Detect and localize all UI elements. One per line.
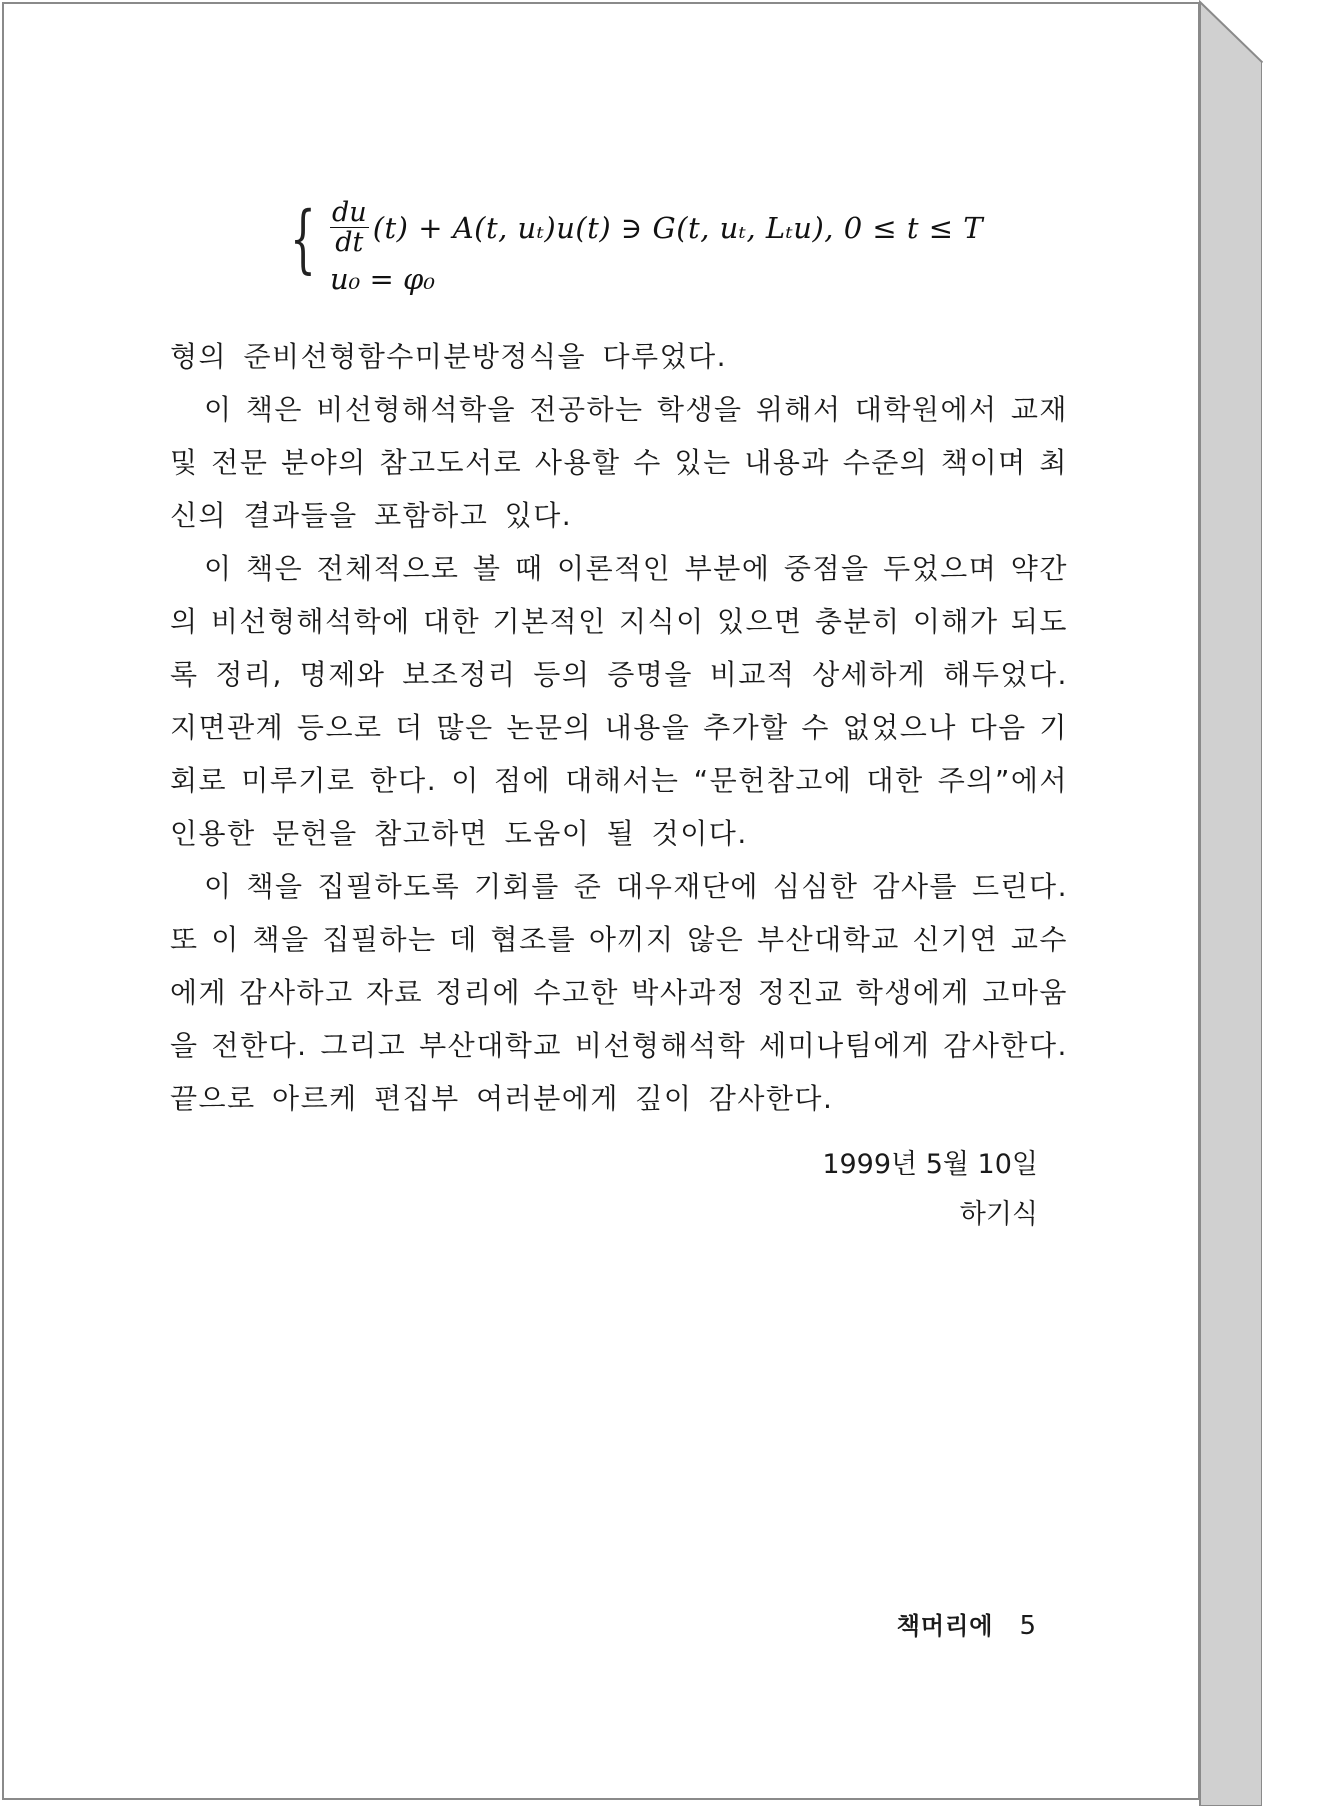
- text-line: 지면관계 등으로 더 많은 논문의 내용을 추가할 수 없었으나 다음 기: [170, 711, 1068, 744]
- signature-author: 하기식: [959, 1199, 1038, 1230]
- signature-block: [822, 1140, 1038, 1240]
- text-line: 이 책은 비선형해석학을 전공하는 학생을 위해서 대학원에서 교재: [204, 393, 1068, 426]
- text-line: 인용한 문헌을 참고하면 도움이 될 것이다.: [170, 817, 748, 850]
- text-line: 형의 준비선형함수미분방정식을 다루었다.: [170, 340, 728, 373]
- equation-line-2: u₀ = φ₀: [330, 262, 435, 296]
- equation-line-1-rest: (t) + A(t, uₜ)u(t) ∋ G(t, uₜ, Lₜu), 0 ≤ t ≤ T: [372, 211, 984, 245]
- text-line: 회로 미루기로 한다. 이 점에 대해서는 “문헌참고에 대한 주의”에서: [170, 764, 1068, 797]
- equation-fraction: [330, 196, 369, 258]
- footer-section-title: 책머리에: [896, 1612, 994, 1640]
- page-number: 5: [1019, 1611, 1037, 1641]
- differential-equation: [290, 196, 990, 296]
- text-line: 및 전문 분야의 참고도서로 사용할 수 있는 내용과 수준의 책이며 최: [170, 446, 1068, 479]
- text-line: 에게 감사하고 자료 정리에 수고한 박사과정 정진교 학생에게 고마움: [170, 976, 1068, 1009]
- text-line: 이 책은 전체적으로 볼 때 이론적인 부분에 중점을 두었으며 약간: [204, 552, 1068, 585]
- text-line: 의 비선형해석학에 대한 기본적인 지식이 있으면 충분히 이해가 되도: [170, 605, 1068, 638]
- preface-body: [170, 330, 1068, 1125]
- fraction-numerator: du: [332, 196, 367, 228]
- equation-brace: {: [290, 196, 316, 282]
- text-line: 을 전한다. 그리고 부산대학교 비선형해석학 세미나팀에게 감사한다.: [170, 1029, 1068, 1062]
- text-line: 또 이 책을 집필하는 데 협조를 아끼지 않은 부산대학교 신기연 교수: [170, 923, 1068, 956]
- text-line: 록 정리, 명제와 보조정리 등의 증명을 비교적 상세하게 해두었다.: [170, 658, 1068, 691]
- page-footer: [897, 1606, 1037, 1641]
- fraction-denominator: dt: [335, 226, 364, 258]
- text-line: 이 책을 집필하도록 기회를 준 대우재단에 심심한 감사를 드린다.: [204, 870, 1068, 903]
- text-line: 신의 결과들을 포함하고 있다.: [170, 499, 573, 532]
- equation-line-1: [330, 196, 983, 260]
- text-line: 끝으로 아르케 편집부 여러분에게 깊이 감사한다.: [170, 1082, 834, 1115]
- signature-date: 1999년 5월 10일: [822, 1149, 1038, 1180]
